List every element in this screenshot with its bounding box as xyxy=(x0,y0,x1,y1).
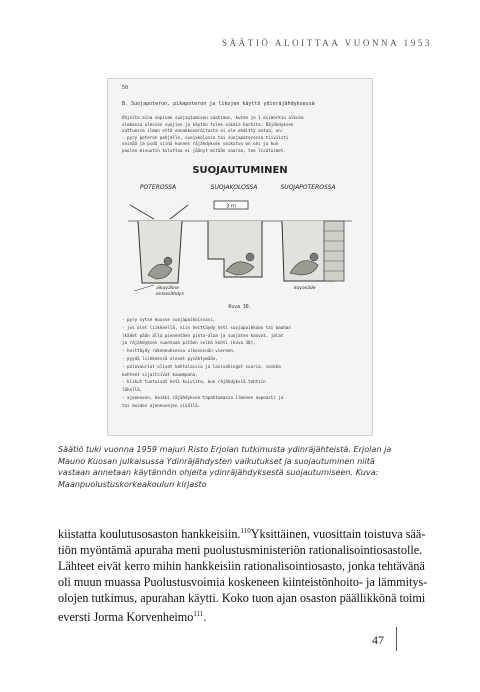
list-item: - kiikut tuntuivat heti kuivilta, kun räjähdyksiä tehtiin xyxy=(122,379,266,385)
list-item: - jos olet liikkeellä, niin heittäydy heti suojapaikkaan tai maahan xyxy=(122,324,291,330)
body-line-text: eversti Jorma Korvenheimo xyxy=(58,610,194,625)
body-text xyxy=(58,523,428,625)
footnote-ref[interactable]: 110 xyxy=(240,527,251,535)
list-item: - ajoneuvon, kaikki räjähdyksen tapahtumassa ilmenee nopeasti ja xyxy=(122,394,284,400)
paragraph-line: olemassa olevien suojien ja käytön tulee oikein harkita. Räjähdyksen xyxy=(122,121,294,127)
body-line-text: kiistatta koulutusosaston hankkeisiin. xyxy=(58,527,241,542)
note-kovasade: kovasäde xyxy=(294,286,316,291)
list-item: tai muiden ajoneuvojen sisällä. xyxy=(122,402,201,408)
document-page-number: 50 xyxy=(122,85,129,91)
body-line: oli muun muassa Puolustusvoimia koskeneen kiinteistönhoito- ja lämmitys- xyxy=(58,575,428,590)
body-line: olojen tutkimus, apurahan käytti. Koko tuon ajan osaston päällikkönä toimi xyxy=(58,591,426,606)
body-line: tiön myöntämä apuraha meni puolustusministeriön rationalisointiosastolle. xyxy=(58,543,423,558)
list-item: (kädet pään alla pienentäen pinta-alaa ja suojaten kasvot, jalat xyxy=(122,332,284,338)
paragraph-line: seinää ja pidä siinä kunnes räjähdyksen vaikutus on ohi ja kun xyxy=(122,141,279,146)
document-heading: B. Suojapoteron, pikapoteron ja likojen käyttö ydinräjähdyksessä xyxy=(122,101,315,107)
shelter-trench-illustration xyxy=(282,221,344,281)
panel-label-suojakolossa: SUOJAKOLOSSA xyxy=(210,184,258,191)
note-aikavaline: aikaväline xyxy=(156,286,179,291)
shelter-diagram xyxy=(128,161,352,301)
list-item: ja räjähdyksen suuntaan pitäen selkä kohti (kuva 30), xyxy=(122,340,256,346)
figure-number: Kuva 30. xyxy=(228,305,252,310)
body-line xyxy=(58,523,426,542)
shelter-hole-illustration xyxy=(208,201,262,277)
folio-rule xyxy=(396,627,397,651)
running-head: SÄÄTIÖ ALOITTAA VUONNA 1953 xyxy=(221,38,432,48)
paragraph-line: puolen minuutin kuluttua ei jäänyt mitään vaaraa, tee lisätoimet. xyxy=(122,147,286,153)
panel-label-poterossa: POTEROSSA xyxy=(139,184,177,191)
foxhole-illustration xyxy=(130,205,188,283)
page-number: 47 xyxy=(372,633,384,647)
body-line: Lähteet eivät kerro mihin hankkeisiin rationalisointiosasto, jonka tehtävänä xyxy=(58,559,425,574)
body-line xyxy=(58,606,412,625)
body-line-text: Yksittäinen, vuosittain toistuva sää- xyxy=(250,527,426,542)
paragraph-line: sattuessa ilman että ennakkovaroitusta ei ole ehditty antaa, on: xyxy=(122,128,284,133)
diagram-box-label: 3 m xyxy=(226,203,236,210)
figure-caption: Säätiö tuki vuonna 1959 majuri Risto Erjolan tutkimusta ydinräjähteistä. Erjolan ja Mauno Kuosan julkaisussa Ydinräjähdysten vaikutukset ja suojautuminen niitä vastaan annetaan käytännön ohjeita ydinräjähdyksestä suojautumiseen. Kuva: Maanpuolustuskorkeakoulun kirjasto xyxy=(58,444,392,489)
archival-document-figure xyxy=(107,78,373,436)
list-item: - pyydä liikkeessä olevat pysähtymään, xyxy=(122,355,218,361)
paragraph-line: - pyry poteron pohjalle, suojakolossa tai suojapoterossa tiiviisti xyxy=(122,134,289,140)
list-item: - heittäydy rakennuksessa ulkoseinän viereen, xyxy=(122,348,236,354)
diagram-title: SUOJAUTUMINEN xyxy=(192,165,288,176)
paragraph-line: Ohjeita aina sopivan suojautumisen vaatimus, kuten jo 1 esimerkin alkuna xyxy=(122,115,304,120)
body-line-text: . xyxy=(203,610,207,625)
document-paragraph xyxy=(122,115,358,154)
footnote-ref[interactable]: 111 xyxy=(193,610,204,619)
document-instruction-list xyxy=(122,316,362,410)
note-ensiesahdys: ensiesähdys xyxy=(156,292,184,297)
list-item: - palovauriot olivat kohtalaisia ja lasivahingot suuria, vaikka xyxy=(122,363,281,369)
list-item: kohteet sijaitsivat kauempana, xyxy=(122,371,198,377)
panel-label-suojapoterossa: SUOJAPOTEROSSA xyxy=(280,184,336,191)
list-item: lähellä, xyxy=(122,387,143,393)
list-item: - pyry sytse muusse suojapaikoissasi, xyxy=(122,317,216,322)
